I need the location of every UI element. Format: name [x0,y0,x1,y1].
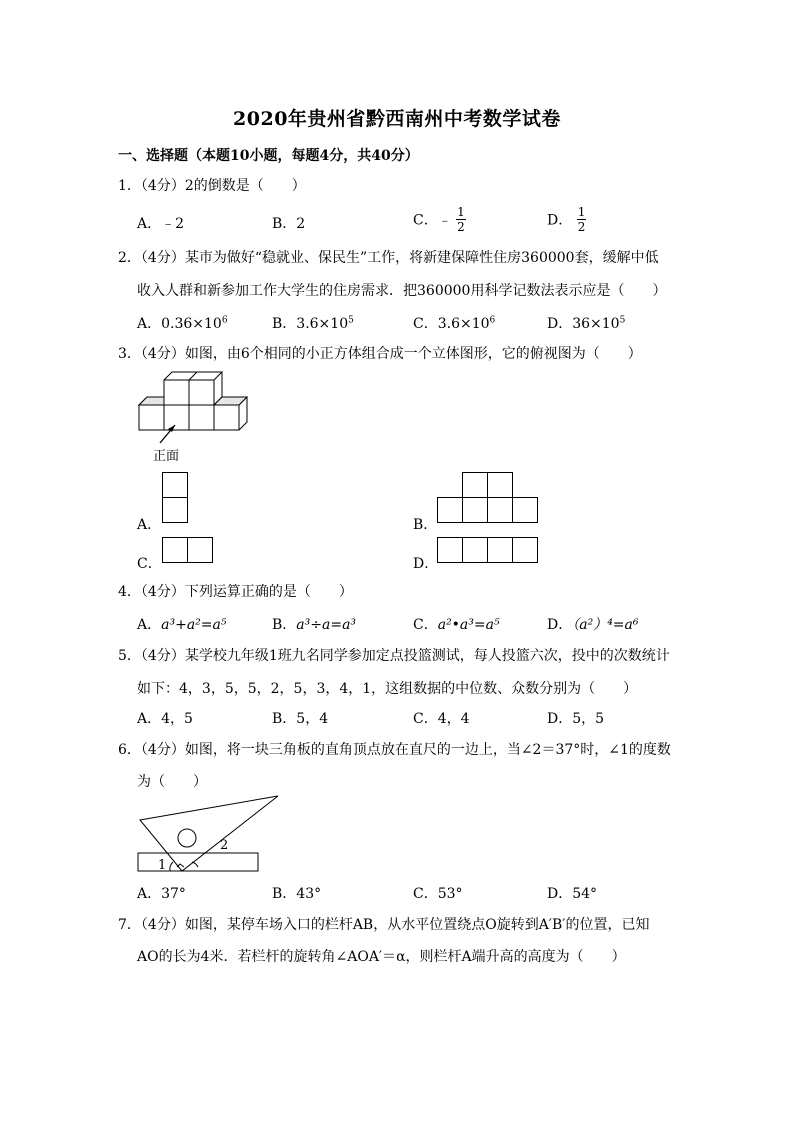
question-5-line2: 如下：4，3，5，5，2，5，3，4，1，这组数据的中位数、众数分别为（ ） [137,681,638,697]
q5-option-d: D．5，5 [547,711,605,727]
q1-c-denominator: 2 [457,220,465,234]
question-7-line2: AO的长为4米．若栏杆的旋转角∠AOA′＝α，则栏杆A端升高的高度为（ ） [137,949,626,965]
q4-b-label: B． [272,617,297,633]
q6-angle-2-label: 2 [220,838,229,853]
q5-option-c: C．4，4 [413,711,470,727]
q3-option-c-figure [162,537,214,564]
q2-b-exp: 5 [348,315,354,326]
q4-b-expr: a³÷a=a³ [296,617,357,633]
q3-option-d-figure [437,537,539,564]
q2-d-exp: 5 [619,315,626,326]
q6-option-d: D．54° [547,886,598,902]
q1-option-c-fraction [456,205,466,234]
q1-option-b: B．2 [272,216,306,232]
q4-d-expr: （a²）⁴=a⁶ [572,617,639,633]
q1-option-d-prefix: D． [547,212,573,229]
q2-option-d [547,313,625,333]
q3-option-a-label: A． [137,517,162,533]
question-6-line1: 6．（4分）如图，将一块三角板的直角顶点放在直尺的一边上，当∠2＝37°时，∠1的度数 [118,742,671,758]
q1-option-a: A．﹣2 [137,216,185,232]
q1-c-numerator: 1 [457,205,465,219]
q2-c-exp: 6 [489,315,496,326]
question-5-line1: 5．（4分）某学校九年级1班九名同学参加定点投篮测试，每人投篮六次，投中的次数统计 [118,648,670,664]
q2-b-base: B．3.6×10 [272,316,349,332]
q4-option-c [413,614,500,634]
q3-option-b-figure [437,472,539,524]
question-3-stem: 3．（4分）如图，由6个相同的小正方体组合成一个立体图形，它的俯视图为（ ） [118,346,642,362]
q4-c-label: C． [413,617,438,633]
q4-d-label: D． [547,617,573,633]
question-1-stem: 1．（4分）2的倒数是（ ） [118,178,306,194]
q6-option-c: C．53° [413,886,463,902]
question-6-line2: 为（ ） [137,774,207,790]
q4-a-label: A． [137,617,162,633]
q1-d-denominator: 2 [577,220,586,234]
q1-option-d-fraction [577,205,587,234]
question-7-line1: 7．（4分）如图，某停车场入口的栏杆AB，从水平位置绕点O旋转到A′B′的位置，已知 [118,917,650,933]
q6-option-a: A．37° [137,886,186,902]
q4-a-expr: a³+a²=a⁵ [161,617,227,633]
q1-option-c [413,205,466,234]
q2-option-b [272,313,354,333]
q2-c-base: C．3.6×10 [413,316,490,332]
question-2-line2: 收入人群和新参加工作大学生的住房需求．把360000用科学记数法表示应是（ ） [137,283,667,299]
q3-option-a-figure [162,472,188,524]
q4-option-b [272,614,356,634]
q3-solid-figure [130,368,260,468]
q6-angle-1-label: 1 [158,858,167,873]
page-title: 2020年贵州省黔西南州中考数学试卷 [233,108,561,130]
q2-option-a [137,313,228,333]
q5-option-a: A．4，5 [137,711,193,727]
q2-a-exp: 6 [221,315,228,326]
q3-option-b-label: B． [413,517,438,533]
q6-option-b: B．43° [272,886,322,902]
q4-option-a [137,614,226,634]
q1-d-numerator: 1 [577,205,586,219]
q1-option-d [547,205,586,234]
q4-c-expr: a²•a³=a⁵ [437,617,500,633]
q3-front-label: 正面 [153,449,180,464]
q1-option-c-prefix: C．﹣ [413,212,452,229]
question-4-stem: 4．（4分）下列运算正确的是（ ） [118,584,353,600]
section-heading: 一、选择题（本题10小题，每题4分，共40分） [118,148,419,164]
q3-option-c-label: C． [137,556,162,572]
question-2-line1: 2．（4分）某市为做好“稳就业、保民生”工作，将新建保障性住房360000套，缓解中低 [118,250,659,266]
q3-option-d-label: D． [413,556,439,572]
q2-a-base: A．0.36×10 [137,316,222,332]
q5-option-b: B．5，4 [272,711,329,727]
q2-option-c [413,313,495,333]
q4-option-d [547,614,639,634]
q2-d-base: D．36×10 [547,316,620,332]
